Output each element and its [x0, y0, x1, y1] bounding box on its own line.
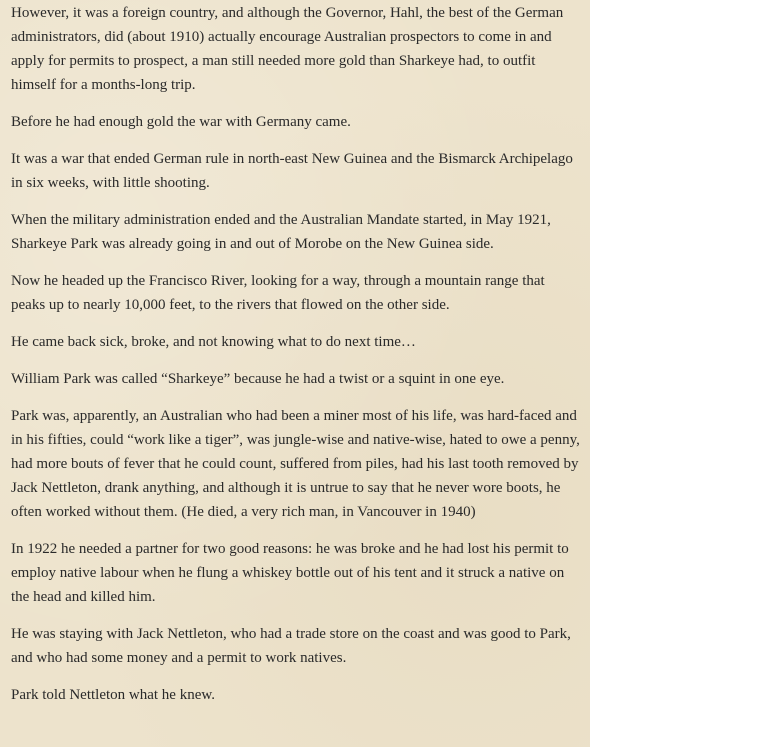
paragraph-7: William Park was called “Sharkeye” because he had a twist or a squint in one eye.: [11, 371, 505, 387]
article-body: [11, 1, 581, 720]
paragraph-11: Park told Nettleton what he knew.: [11, 687, 215, 703]
paragraph-5: Now he headed up the Francisco River, looking for a way, through a mountain range that peaks up to nearly 10,000 feet, to the rivers that flowed on the other side.: [11, 273, 545, 313]
paragraph-1: However, it was a foreign country, and although the Governor, Hahl, the best of the German administrators, did (about 1910) actually encourage Australian prospectors to come in and apply for permits to prospect, a man still needed more gold than Sharkeye had, to outfit himself for a months-long trip.: [11, 5, 564, 93]
paragraph-3: It was a war that ended German rule in north-east New Guinea and the Bismarck Archipelago in six weeks, with little shooting.: [11, 151, 573, 191]
paragraph-9: In 1922 he needed a partner for two good reasons: he was broke and he had lost his permit to employ native labour when he flung a whiskey bottle out of his tent and it struck a native on the head and killed him.: [11, 541, 569, 605]
paragraph-10: He was staying with Jack Nettleton, who had a trade store on the coast and was good to Park, and who had some money and a permit to work natives.: [11, 626, 571, 666]
paragraph-2: Before he had enough gold the war with Germany came.: [11, 114, 351, 130]
paragraph-4: When the military administration ended and the Australian Mandate started, in May 1921, Sharkeye Park was already going in and out of Morobe on the New Guinea side.: [11, 212, 551, 252]
paragraph-8: Park was, apparently, an Australian who had been a miner most of his life, was hard-faced and in his fifties, could “work like a tiger”, was jungle-wise and native-wise, hated to owe a penny, had more bouts of fever that he could count, suffered from piles, had his last tooth removed by Jack Nettleton, drank anything, and although it is untrue to say that he never wore boots, he often worked without them. (He died, a very rich man, in Vancouver in 1940): [11, 408, 580, 520]
paragraph-6: He came back sick, broke, and not knowing what to do next time…: [11, 334, 416, 350]
